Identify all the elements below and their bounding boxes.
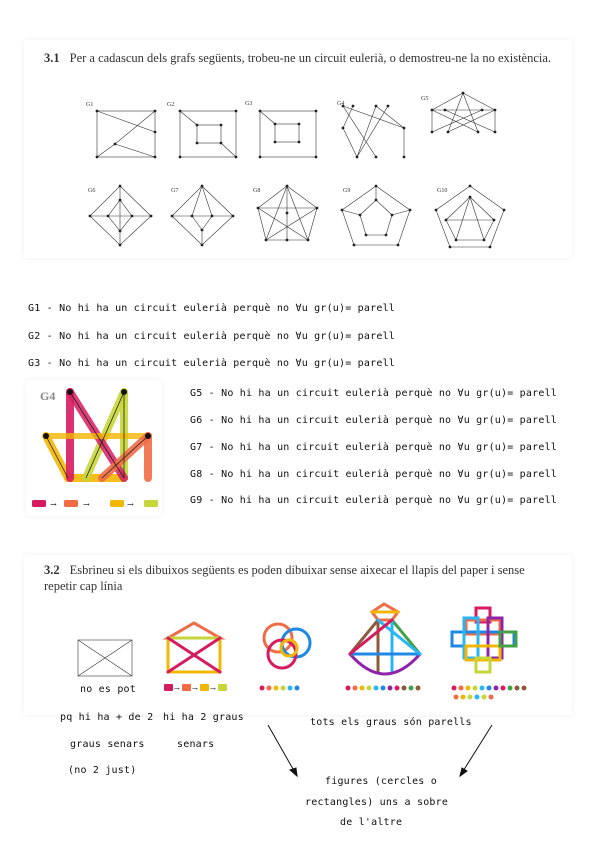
note-reason-1: pq hi ha + de 2 xyxy=(60,712,154,723)
answer-g2: G2 - No hi ha un circuit eulerià perquè no ∀u gr(u)= parell xyxy=(28,331,396,342)
note-reason-3: (no 2 just) xyxy=(68,765,137,776)
svg-text:→: → xyxy=(83,500,90,509)
label-g6: G6 xyxy=(88,188,96,194)
note-two-odd-2: senars xyxy=(177,739,215,750)
label-g1: G1 xyxy=(86,102,94,108)
graph-g3 xyxy=(260,111,316,157)
answer-g3: G3 - No hi ha un circuit eulerià perquè no ∀u gr(u)= parell xyxy=(28,358,396,369)
note-reason-2: graus senars xyxy=(70,739,145,750)
svg-text:→: → xyxy=(192,685,198,693)
svg-text:→: → xyxy=(127,500,134,509)
svg-text:→: → xyxy=(174,685,180,693)
graph-g4 xyxy=(343,106,404,157)
graph-g1 xyxy=(97,111,155,157)
answer-g7: G7 - No hi ha un circuit eulerià perquè no ∀u gr(u)= parell xyxy=(190,442,558,453)
label-g5: G5 xyxy=(421,96,429,102)
answer-g9: G9 - No hi ha un circuit eulerià perquè no ∀u gr(u)= parell xyxy=(190,495,558,506)
note-figures-2: rectangles) uns a sobre xyxy=(305,797,449,808)
figure-circles xyxy=(264,624,310,668)
note-figures-3: de l'altre xyxy=(340,817,403,828)
graphs-figure xyxy=(0,0,600,260)
svg-text:→: → xyxy=(210,685,216,693)
exercise-number-2: 3.2 xyxy=(44,563,60,577)
note-two-odd-1: hi ha 2 graus xyxy=(163,712,244,723)
label-g2: G2 xyxy=(167,102,175,108)
label-g8: G8 xyxy=(253,188,261,194)
svg-text:→: → xyxy=(50,500,57,509)
note-all-even: tots els graus són parells xyxy=(310,717,472,728)
graph-g2 xyxy=(180,111,236,157)
answer-g8: G8 - No hi ha un circuit eulerià perquè no ∀u gr(u)= parell xyxy=(190,469,558,480)
answer-g1: G1 - No hi ha un circuit eulerià perquè no ∀u gr(u)= parell xyxy=(28,303,396,314)
graph-g5 xyxy=(432,93,495,132)
exercise-number: 3.1 xyxy=(44,51,60,65)
label-g3: G3 xyxy=(245,101,253,107)
label-g7: G7 xyxy=(171,188,179,194)
note-no-es-pot: no es pot xyxy=(80,684,136,695)
graph-g10 xyxy=(436,186,504,247)
label-g10: G10 xyxy=(437,188,448,194)
label-g4: G4 xyxy=(337,101,345,107)
graph-g6 xyxy=(90,186,151,245)
figure-house xyxy=(168,623,220,672)
note-figures-1: figures (cercles o xyxy=(325,776,437,787)
answer-g6: G6 - No hi ha un circuit eulerià perquè no ∀u gr(u)= parell xyxy=(190,415,558,426)
g4-euler-path-drawing xyxy=(26,380,162,516)
g4-big-label: G4 xyxy=(40,389,56,403)
figure-envelope xyxy=(78,640,132,676)
figure-gem xyxy=(350,604,420,674)
exercise-text-2: Esbrineu si els dibuixos següents es poden dibuixar sense aixecar el llapis del paper i sense repetir cap línia xyxy=(44,563,525,593)
exercise-text: Per a cadascun dels grafs següents, trobeu-ne un circuit eulerià, o demostreu-ne la no existència. xyxy=(69,51,552,65)
answer-g5: G5 - No hi ha un circuit eulerià perquè no ∀u gr(u)= parell xyxy=(190,388,558,399)
graph-g7 xyxy=(172,186,233,245)
label-g9: G9 xyxy=(343,188,351,194)
figure-cross xyxy=(452,608,516,672)
graph-g9 xyxy=(342,186,410,245)
